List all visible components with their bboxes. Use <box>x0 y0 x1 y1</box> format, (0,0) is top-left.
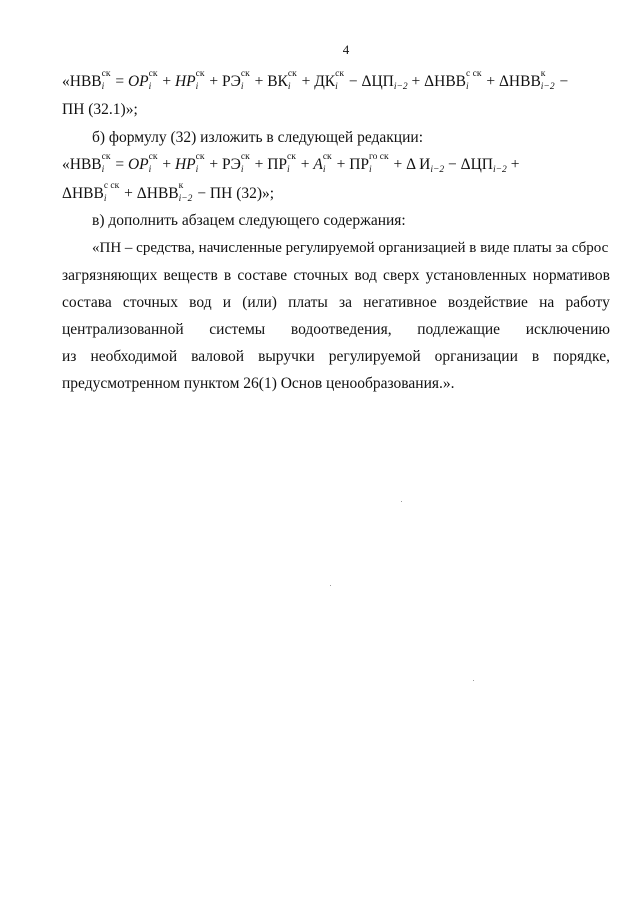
paragraph-line-4 <box>62 320 610 340</box>
operator: − <box>345 73 362 90</box>
word: и <box>222 294 232 311</box>
paragraph-v: в) дополнить абзацем следующего содержания: <box>92 212 406 229</box>
paragraph-line-2 <box>62 266 610 286</box>
subscript: i <box>369 165 372 176</box>
subscript: i−2 <box>493 165 507 175</box>
paragraph-line-1: «ПН – средства, начисленные регулируемой организацией в виде платы за сброс <box>92 240 609 256</box>
formula-term: «НВВ <box>62 73 102 90</box>
subscript: i−2 <box>540 82 555 93</box>
subscript: i <box>240 82 244 93</box>
word: составе <box>237 267 288 284</box>
superscript: ск <box>287 69 297 80</box>
operator: = <box>111 156 128 173</box>
superscript: ск <box>322 152 332 163</box>
formula-term: ОР <box>127 156 149 173</box>
superscript: ск <box>195 69 205 80</box>
operator: + <box>250 156 268 173</box>
word: порядке, <box>553 348 610 365</box>
operator: − <box>555 73 569 90</box>
word: из <box>62 348 77 365</box>
subscript: i <box>240 165 244 176</box>
superscript: ск <box>195 152 205 163</box>
operator: + <box>205 73 222 90</box>
formula-term: ОР <box>127 73 149 90</box>
formula-term: А <box>313 156 323 173</box>
scan-speck <box>473 680 474 681</box>
word: за <box>338 294 352 311</box>
subscript: i <box>101 82 105 93</box>
superscript: ск <box>335 69 344 80</box>
formula-term: − ПН (32)»; <box>193 185 275 202</box>
word: валовой <box>191 348 245 365</box>
paragraph-b: б) формулу (32) изложить в следующей редакции: <box>92 129 424 146</box>
word: нормативов <box>532 267 610 284</box>
word: исключению <box>525 321 610 338</box>
word: веществ <box>163 267 218 284</box>
word: сточных <box>122 294 178 311</box>
word: выручки <box>258 348 315 365</box>
superscript: ск <box>148 69 158 80</box>
word: вод <box>354 267 377 284</box>
operator: + <box>205 156 222 173</box>
scan-speck <box>401 501 402 502</box>
word: платы <box>288 294 328 311</box>
subscript: i <box>335 82 338 93</box>
formula-term: ПР <box>349 156 370 173</box>
operator: + <box>332 156 350 173</box>
operator: + <box>158 73 175 90</box>
subscript: i <box>287 165 290 176</box>
operator: + <box>297 73 315 90</box>
superscript: ск <box>287 152 296 163</box>
word: сточных <box>293 267 349 284</box>
word: работу <box>565 294 610 311</box>
subscript: i <box>195 165 199 176</box>
operator: + <box>389 156 407 173</box>
superscript: ск <box>101 69 111 80</box>
formula-32-1-line-1 <box>62 69 610 93</box>
paragraph-line-5 <box>62 347 610 367</box>
formula-term: РЭ <box>222 73 241 90</box>
word: на <box>539 294 555 311</box>
superscript: к <box>178 181 184 192</box>
subscript: i <box>148 165 152 176</box>
formula-term: «НВВ <box>62 156 102 173</box>
paragraph-line-6: предусмотренном пунктом 26(1) Основ ценообразования.». <box>62 375 455 392</box>
operator: + <box>506 156 520 173</box>
formula-term: ΔЦП <box>460 156 493 173</box>
page-number: 4 <box>342 42 350 57</box>
formula-term: ΔНВВ <box>62 185 104 202</box>
superscript: с ск <box>466 69 482 80</box>
word: в <box>223 267 232 284</box>
subscript: i <box>101 165 105 176</box>
word: централизованной <box>62 321 184 338</box>
superscript: ск <box>148 152 158 163</box>
operator: + <box>482 73 499 90</box>
subscript: i <box>322 165 326 176</box>
superscript: го ск <box>369 152 389 163</box>
word: воздействие <box>447 294 528 311</box>
superscript: с ск <box>103 181 120 192</box>
word: водоотведения, <box>290 321 392 338</box>
operator: = <box>111 73 128 90</box>
subscript: i <box>466 82 469 93</box>
scan-speck <box>330 585 331 586</box>
operator: + <box>158 156 175 173</box>
word: установленных <box>425 267 527 284</box>
subscript: i−2 <box>430 165 445 175</box>
operator: + <box>120 185 137 202</box>
word: сверх <box>383 267 420 284</box>
formula-32-line-2 <box>62 181 610 205</box>
paragraph-line-3 <box>62 293 610 313</box>
subscript: i <box>195 82 199 93</box>
superscript: ск <box>240 69 250 80</box>
formula-term: НР <box>174 73 196 90</box>
word: необходимой <box>90 348 178 365</box>
formula-term: Δ И <box>406 156 431 173</box>
subscript: i <box>287 82 291 93</box>
word: подлежащие <box>417 321 501 338</box>
superscript: ск <box>240 152 250 163</box>
superscript: ск <box>101 152 111 163</box>
word: состава <box>62 294 112 311</box>
word: загрязняющих <box>62 267 158 284</box>
operator: + <box>407 73 425 90</box>
word: системы <box>209 321 266 338</box>
formula-term: ПР <box>267 156 288 173</box>
subscript: i−2 <box>178 194 193 205</box>
formula-term: РЭ <box>222 156 241 173</box>
operator: + <box>250 73 268 90</box>
word: вод <box>189 294 212 311</box>
formula-term: ΔНВВ <box>136 185 179 202</box>
formula-term: ΔНВВ <box>424 73 467 90</box>
superscript: к <box>540 69 546 80</box>
subscript: i <box>148 82 152 93</box>
operator: + <box>296 156 314 173</box>
formula-term: ΔЦП <box>361 73 394 90</box>
formula-term: ΔНВВ <box>498 73 541 90</box>
word: регулируемой <box>328 348 421 365</box>
word: организации <box>434 348 518 365</box>
word: негативное <box>363 294 437 311</box>
subscript: i <box>103 194 107 205</box>
word: (или) <box>242 294 277 311</box>
word: в <box>531 348 540 365</box>
operator: − <box>444 156 461 173</box>
formula-term: ДК <box>314 73 336 90</box>
formula-term: НР <box>174 156 196 173</box>
formula-term: ВК <box>267 73 288 90</box>
formula-32-1-line-2: ПН (32.1)»; <box>62 101 138 118</box>
formula-32-line-1 <box>62 152 610 176</box>
subscript: i−2 <box>393 82 408 92</box>
